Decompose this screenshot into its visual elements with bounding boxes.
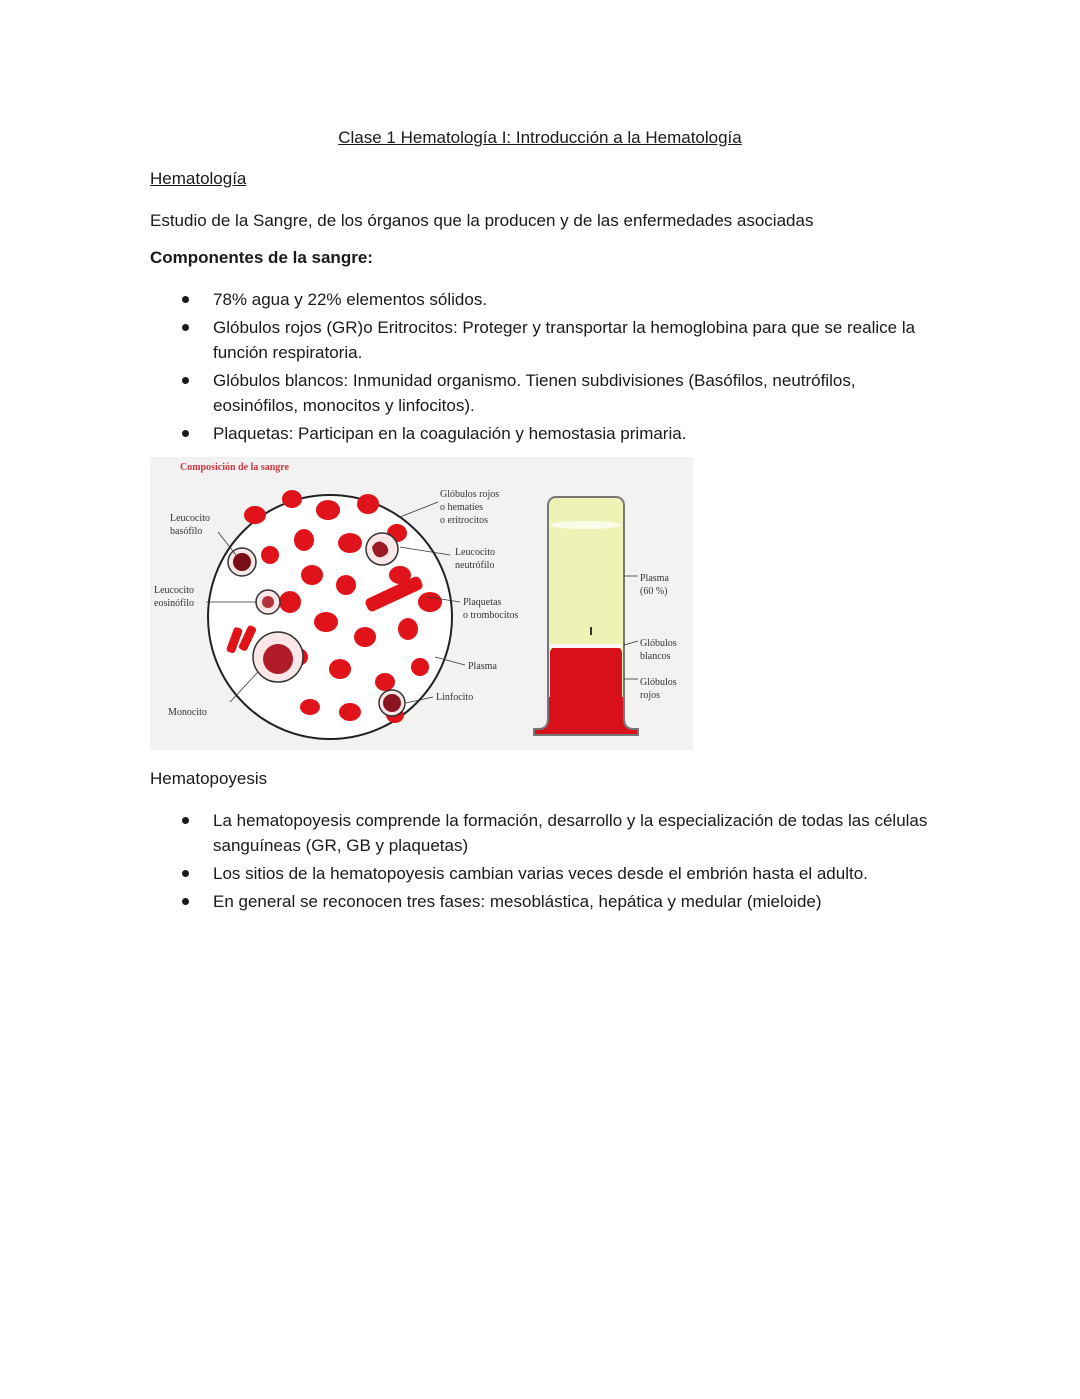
blood-composition-illustration [150,457,693,750]
list-item: Glóbulos blancos: Inmunidad organismo. Tienen subdivisiones (Basófilos, neutrófilos, eosinófilos, monocitos y linfocitos). [150,368,940,418]
label-eosinofilo-2: eosinófilo [154,598,194,609]
test-tube [534,497,638,735]
list-item: Glóbulos rojos (GR)o Eritrocitos: Proteger y transportar la hemoglobina para que se realice la función respiratoria. [150,315,940,365]
blood-composition-figure [150,457,693,750]
heading-componentes: Componentes de la sangre: [150,248,373,267]
label-globulos-rojos-2: o hematíes [440,502,484,513]
label-tube-rojos-2: rojos [640,690,660,701]
label-basofilo-1: Leucocito [170,513,210,524]
label-monocito: Monocito [168,707,207,718]
label-plasma: Plasma [468,661,497,672]
label-tube-plasma-2: (60 %) [640,586,668,597]
list-item: En general se reconocen tres fases: mesoblástica, hepática y medular (mieloide) [150,889,940,914]
label-tube-blancos-1: Glóbulos [640,638,677,649]
hematopoyesis-list [150,808,940,917]
componentes-list [150,287,940,449]
label-plaquetas-1: Plaquetas [463,597,502,608]
label-tube-blancos-2: blancos [640,651,671,662]
list-item: Los sitios de la hematopoyesis cambian varias veces desde el embrión hasta el adulto. [150,861,940,886]
label-plaquetas-2: o trombocitos [463,610,519,621]
label-linfocito: Linfocito [436,692,474,703]
figure-title: Composición de la sangre [180,462,289,473]
label-neutrofilo-1: Leucocito [455,547,495,558]
label-tube-rojos-1: Glóbulos [640,677,677,688]
label-basofilo-2: basófilo [170,526,203,537]
label-eosinofilo-1: Leucocito [154,585,194,596]
label-globulos-rojos-3: o eritrocitos [440,515,489,526]
document-title: Clase 1 Hematología I: Introducción a la Hematología [338,128,742,147]
heading-hematologia: Hematología [150,169,247,188]
label-tube-plasma-1: Plasma [640,573,669,584]
list-item: Plaquetas: Participan en la coagulación y hemostasia primaria. [150,421,940,446]
heading-hematopoyesis: Hematopoyesis [150,769,268,788]
label-globulos-rojos-1: Glóbulos rojos [440,489,500,500]
list-item: 78% agua y 22% elementos sólidos. [150,287,940,312]
list-item: La hematopoyesis comprende la formación, desarrollo y la especialización de todas las células sanguíneas (GR, GB y plaquetas) [150,808,940,858]
hematologia-definition: Estudio de la Sangre, de los órganos que la producen y de las enfermedades asociadas [150,211,814,230]
label-neutrofilo-2: neutrófilo [455,560,495,571]
